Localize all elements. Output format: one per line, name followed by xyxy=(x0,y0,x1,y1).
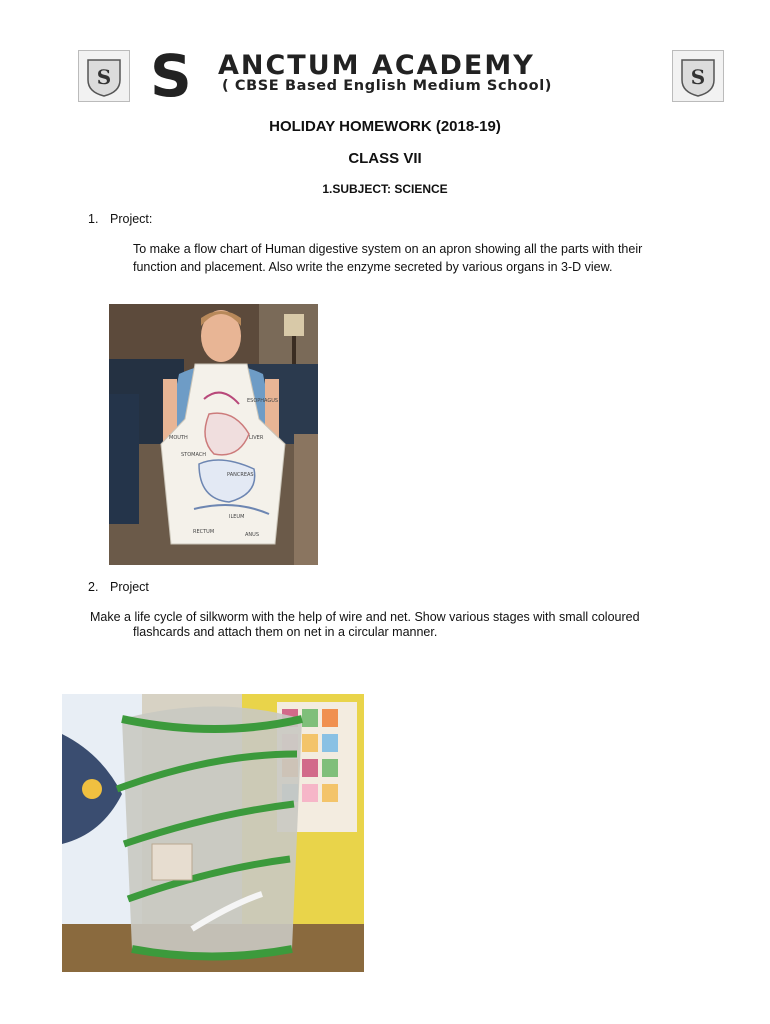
school-tagline: ( CBSE Based English Medium School) xyxy=(222,78,553,94)
school-crest-left-icon xyxy=(78,50,130,102)
school-crest-right-icon xyxy=(672,50,724,102)
item-1-description: To make a flow chart of Human digestive system on an apron showing all the parts with their function and placement. Also write the enzyme secreted by various organs in 3-D view. xyxy=(133,242,643,274)
svg-text:ESOPHAGUS: ESOPHAGUS xyxy=(247,398,279,404)
svg-text:ANUS: ANUS xyxy=(245,532,259,538)
item-2-heading: Project xyxy=(110,580,149,594)
school-logo-letter: S xyxy=(150,42,192,110)
subject-heading: 1.SUBJECT: SCIENCE xyxy=(322,182,448,196)
svg-text:MOUTH: MOUTH xyxy=(169,435,188,441)
svg-text:PANCREAS: PANCREAS xyxy=(227,472,254,478)
svg-text:LIVER: LIVER xyxy=(249,435,264,441)
item-2-number: 2. xyxy=(88,580,99,594)
svg-text:STOMACH: STOMACH xyxy=(181,452,207,458)
item-2-description-continued: flashcards and attach them on net in a circular manner. xyxy=(133,625,438,639)
svg-text:S: S xyxy=(690,65,706,89)
school-name: ANCTUM ACADEMY xyxy=(218,50,535,81)
item-1-number: 1. xyxy=(88,212,99,226)
svg-text:RECTUM: RECTUM xyxy=(193,529,215,535)
silkworm-net-photo xyxy=(62,694,364,972)
item-2-description: Make a life cycle of silkworm with the help of wire and net. Show various stages with small coloured xyxy=(90,610,640,624)
document-title: HOLIDAY HOMEWORK (2018-19) xyxy=(269,118,501,135)
svg-text:ILEUM: ILEUM xyxy=(229,514,245,520)
apron-digestive-system-photo xyxy=(109,304,318,565)
class-heading: CLASS VII xyxy=(348,150,422,167)
item-1-heading: Project: xyxy=(110,212,153,226)
svg-text:S: S xyxy=(96,65,112,89)
